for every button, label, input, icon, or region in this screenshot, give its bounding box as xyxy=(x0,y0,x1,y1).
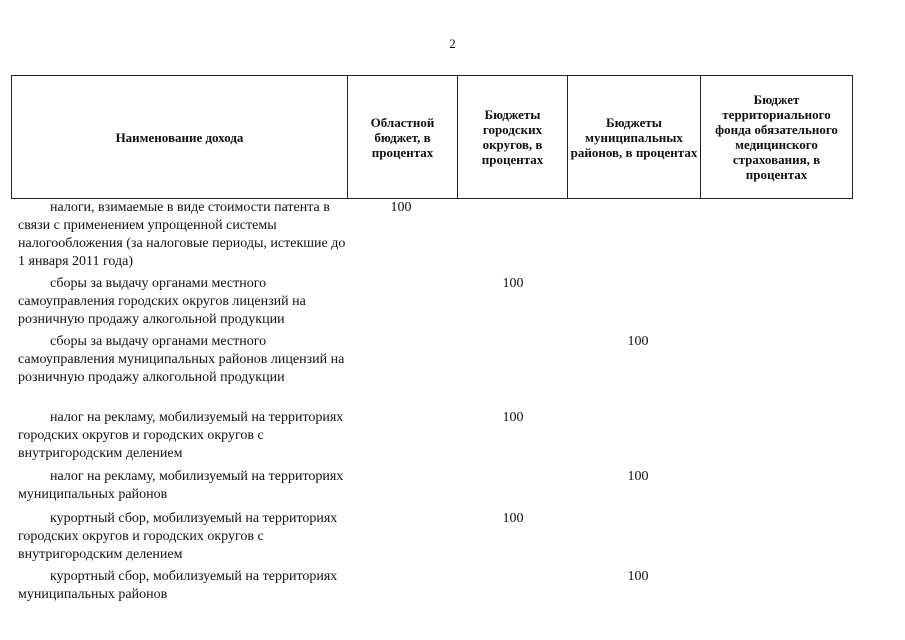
municipal-value: 100 xyxy=(627,469,649,484)
city-value: 100 xyxy=(502,511,524,526)
income-name: налоги, взимаемые в виде стоимости патента в связи с применением упрощенной системы налогообложения (за налоговые периоды, истекшие до 1 января 2011 года) xyxy=(18,200,346,269)
city-value: 100 xyxy=(502,410,524,425)
header-oblast-budget: Областной бюджет, в процентах xyxy=(348,76,458,199)
income-name: сборы за выдачу органами местного самоуправления городских округов лицензий на розничную продажу алкогольной продукции xyxy=(18,276,306,327)
income-name: курортный сбор, мобилизуемый на территориях городских округов и городских округов с внутригородским делением xyxy=(18,511,338,562)
header-municipal-budgets: Бюджеты муниципальных районов, в процентах xyxy=(568,76,701,199)
municipal-value: 100 xyxy=(627,569,649,584)
header-insurance-fund-budget: Бюджет территориального фонда обязательного медицинского страхования, в процентах xyxy=(701,76,853,199)
table-header xyxy=(11,75,853,199)
city-value: 100 xyxy=(502,276,524,291)
header-income-name: Наименование дохода xyxy=(12,76,348,199)
header-row xyxy=(12,76,853,199)
oblast-value: 100 xyxy=(390,200,412,215)
page-number: 2 xyxy=(449,36,456,51)
income-name: налог на рекламу, мобилизуемый на территориях муниципальных районов xyxy=(18,469,344,502)
municipal-value: 100 xyxy=(627,334,649,349)
income-name: сборы за выдачу органами местного самоуправления муниципальных районов лицензий на розничную продажу алкогольной продукции xyxy=(18,334,345,385)
income-name: налог на рекламу, мобилизуемый на территориях городских округов и городских округов с внутригородским делением xyxy=(18,410,344,461)
header-city-budgets: Бюджеты городских округов, в процентах xyxy=(458,76,568,199)
income-name: курортный сбор, мобилизуемый на территориях муниципальных районов xyxy=(18,569,338,602)
